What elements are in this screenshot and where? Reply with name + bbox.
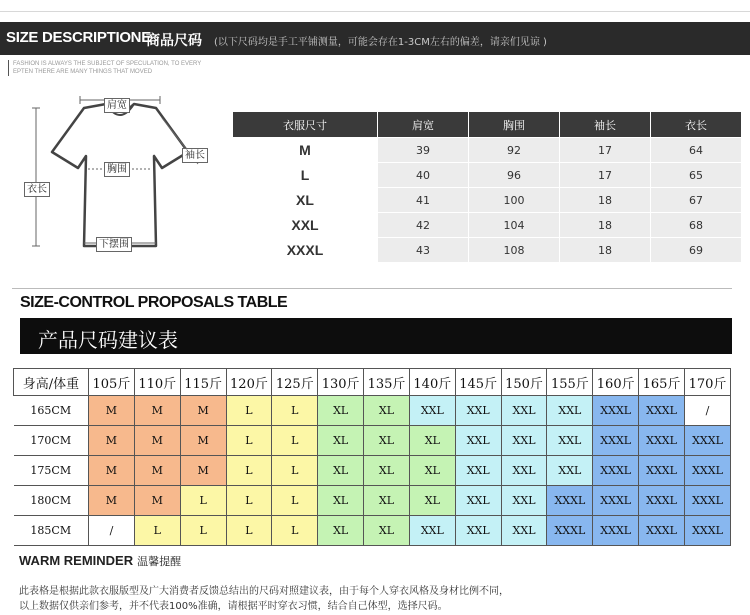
shoulder-label: 肩宽 xyxy=(104,98,130,113)
size-suggestion-cell: / xyxy=(684,396,730,426)
size-suggestion-cell: XXL xyxy=(547,456,593,486)
proposal-corner: 身高/体重 xyxy=(14,369,89,396)
weight-header: 105斤 xyxy=(89,369,135,396)
weight-header: 165斤 xyxy=(639,369,685,396)
size-suggestion-cell: L xyxy=(272,396,318,426)
size-cell: 17 xyxy=(560,163,651,188)
warm-reminder-line-1: 此表格是根据此款衣服版型及广大消费者反馈总结出的尺码对照建议表，由于每个人穿衣风格及身材比例不同， xyxy=(19,586,509,597)
size-suggestion-cell: XXL xyxy=(501,426,547,456)
sleeve-label: 袖长 xyxy=(182,148,208,163)
size-table-header xyxy=(233,112,742,138)
proposal-title-en: SIZE-CONTROL PROPOSALS TABLE xyxy=(20,294,288,311)
weight-header: 110斤 xyxy=(134,369,180,396)
size-cell: 65 xyxy=(651,163,742,188)
warm-reminder-line-2: 以上数据仅供亲们参考，并不代表100%准确，请根据平时穿衣习惯，结合自己体型，选择尺码。 xyxy=(19,601,448,612)
size-suggestion-cell: XXXL xyxy=(639,516,685,546)
size-suggestion-cell: XXXL xyxy=(684,426,730,456)
size-suggestion-cell: L xyxy=(226,396,272,426)
fashion-tagline xyxy=(8,60,243,76)
size-suggestion-cell: XXXL xyxy=(684,486,730,516)
size-cell: L xyxy=(233,163,378,188)
weight-header: 170斤 xyxy=(684,369,730,396)
size-suggestion-cell: XXL xyxy=(455,456,501,486)
size-cell: 92 xyxy=(469,138,560,163)
weight-header: 160斤 xyxy=(593,369,639,396)
size-suggestion-cell: XXXL xyxy=(593,456,639,486)
height-cell: 175CM xyxy=(14,456,89,486)
length-label: 衣长 xyxy=(24,182,50,197)
size-row xyxy=(233,238,742,263)
size-suggestion-cell: XXXL xyxy=(639,456,685,486)
size-cell: 18 xyxy=(560,188,651,213)
size-suggestion-cell: XXXL xyxy=(593,396,639,426)
size-cell: XXL xyxy=(233,213,378,238)
size-suggestion-cell: L xyxy=(226,456,272,486)
weight-header: 135斤 xyxy=(364,369,410,396)
weight-header: 130斤 xyxy=(318,369,364,396)
size-suggestion-cell: XL xyxy=(318,396,364,426)
size-suggestion-cell: L xyxy=(180,516,226,546)
size-header-shoulder: 肩宽 xyxy=(378,112,469,138)
size-row xyxy=(233,138,742,163)
weight-header: 115斤 xyxy=(180,369,226,396)
size-row xyxy=(233,163,742,188)
proposal-row xyxy=(14,486,731,516)
size-suggestion-cell: XXL xyxy=(547,426,593,456)
size-suggestion-cell: XL xyxy=(318,456,364,486)
proposal-title-cn: 产品尺码建议表 xyxy=(38,328,178,352)
size-suggestion-cell: L xyxy=(272,456,318,486)
size-suggestion-cell: L xyxy=(134,516,180,546)
warm-reminder-title xyxy=(19,553,181,569)
size-suggestion-cell: / xyxy=(89,516,135,546)
size-suggestion-cell: M xyxy=(134,486,180,516)
size-suggestion-cell: XXL xyxy=(455,516,501,546)
size-suggestion-cell: M xyxy=(89,426,135,456)
tshirt-diagram xyxy=(22,96,218,258)
size-suggestion-cell: XL xyxy=(364,426,410,456)
size-cell: 17 xyxy=(560,138,651,163)
size-suggestion-cell: M xyxy=(134,426,180,456)
size-suggestion-cell: L xyxy=(180,486,226,516)
size-suggestion-cell: M xyxy=(134,396,180,426)
size-suggestion-cell: XXL xyxy=(455,486,501,516)
size-suggestion-cell: XXXL xyxy=(684,456,730,486)
size-suggestion-cell: XXL xyxy=(501,456,547,486)
size-suggestion-cell: XL xyxy=(364,486,410,516)
size-suggestion-cell: XXXL xyxy=(639,426,685,456)
size-cell: 104 xyxy=(469,213,560,238)
size-proposal-grid xyxy=(13,368,731,546)
size-suggestion-cell: L xyxy=(272,426,318,456)
size-table xyxy=(232,111,742,263)
size-suggestion-cell: XL xyxy=(364,516,410,546)
size-cell: 43 xyxy=(378,238,469,263)
fashion-line-1: FASHION IS ALWAYS THE SUBJECT OF SPECULATION, TO EVERY xyxy=(13,61,202,67)
size-cell: 68 xyxy=(651,213,742,238)
header-title-en: SIZE DESCRIPTIONE xyxy=(6,29,151,46)
size-cell: 39 xyxy=(378,138,469,163)
size-suggestion-cell: L xyxy=(272,486,318,516)
size-row xyxy=(233,213,742,238)
size-suggestion-cell: XXXL xyxy=(547,516,593,546)
size-header-chest: 胸围 xyxy=(469,112,560,138)
warm-reminder-en: WARM REMINDER xyxy=(19,553,134,568)
size-suggestion-cell: L xyxy=(226,426,272,456)
weight-header: 150斤 xyxy=(501,369,547,396)
warm-reminder-text xyxy=(19,584,739,614)
size-suggestion-cell: L xyxy=(272,516,318,546)
size-suggestion-cell: XXXL xyxy=(684,516,730,546)
size-suggestion-cell: L xyxy=(226,486,272,516)
proposal-title-band xyxy=(20,318,732,354)
size-suggestion-cell: XXL xyxy=(501,516,547,546)
size-cell: 41 xyxy=(378,188,469,213)
hem-label: 下摆围 xyxy=(96,237,132,252)
size-cell: 67 xyxy=(651,188,742,213)
size-suggestion-cell: XXL xyxy=(455,426,501,456)
size-cell: 42 xyxy=(378,213,469,238)
size-suggestion-cell: M xyxy=(180,456,226,486)
proposal-row xyxy=(14,456,731,486)
size-suggestion-cell: XXL xyxy=(409,396,455,426)
size-suggestion-cell: XXXL xyxy=(547,486,593,516)
size-cell: 40 xyxy=(378,163,469,188)
size-suggestion-cell: L xyxy=(226,516,272,546)
size-cell: M xyxy=(233,138,378,163)
weight-header: 145斤 xyxy=(455,369,501,396)
size-suggestion-cell: XL xyxy=(409,486,455,516)
size-cell: 69 xyxy=(651,238,742,263)
size-cell: 96 xyxy=(469,163,560,188)
proposal-row xyxy=(14,426,731,456)
size-suggestion-cell: XXXL xyxy=(593,486,639,516)
size-cell: 108 xyxy=(469,238,560,263)
size-cell: 18 xyxy=(560,238,651,263)
weight-header: 125斤 xyxy=(272,369,318,396)
size-suggestion-cell: XXL xyxy=(547,396,593,426)
size-cell: 64 xyxy=(651,138,742,163)
proposal-header-row xyxy=(14,369,731,396)
weight-header: 120斤 xyxy=(226,369,272,396)
height-cell: 170CM xyxy=(14,426,89,456)
proposal-row xyxy=(14,396,731,426)
section-divider xyxy=(12,288,732,289)
size-suggestion-cell: XL xyxy=(364,396,410,426)
size-suggestion-cell: XXXL xyxy=(593,426,639,456)
size-suggestion-cell: XL xyxy=(318,486,364,516)
size-header-length: 衣长 xyxy=(651,112,742,138)
size-suggestion-cell: XL xyxy=(409,426,455,456)
size-row xyxy=(233,188,742,213)
size-suggestion-cell: XL xyxy=(318,426,364,456)
proposal-row xyxy=(14,516,731,546)
size-suggestion-cell: M xyxy=(134,456,180,486)
height-cell: 180CM xyxy=(14,486,89,516)
top-divider xyxy=(0,11,750,12)
header-note: (以下尺码均是手工平铺测量，可能会存在1-3CM左右的偏差，请亲们见谅 ) xyxy=(214,37,547,48)
size-suggestion-cell: XL xyxy=(364,456,410,486)
size-cell: XXXL xyxy=(233,238,378,263)
size-suggestion-cell: XXL xyxy=(501,396,547,426)
size-suggestion-cell: XXL xyxy=(501,486,547,516)
chest-label: 胸围 xyxy=(104,162,130,177)
size-description-header xyxy=(0,22,750,55)
weight-header: 140斤 xyxy=(409,369,455,396)
height-cell: 165CM xyxy=(14,396,89,426)
size-suggestion-cell: XXL xyxy=(409,516,455,546)
header-title-cn: 商品尺码 xyxy=(146,33,202,49)
size-suggestion-cell: XXL xyxy=(455,396,501,426)
size-cell: 100 xyxy=(469,188,560,213)
size-suggestion-cell: XL xyxy=(409,456,455,486)
size-suggestion-cell: M xyxy=(89,486,135,516)
fashion-line-2: EPTEN THERE ARE MANY THINGS THAT MOVED xyxy=(13,69,153,75)
size-suggestion-cell: XXXL xyxy=(639,486,685,516)
size-cell: 18 xyxy=(560,213,651,238)
size-suggestion-cell: M xyxy=(89,396,135,426)
size-header-size: 衣服尺寸 xyxy=(233,112,378,138)
size-suggestion-cell: XXXL xyxy=(639,396,685,426)
size-suggestion-cell: M xyxy=(180,396,226,426)
tshirt-icon xyxy=(22,96,218,258)
warm-reminder-cn: 温馨提醒 xyxy=(137,556,182,568)
size-cell: XL xyxy=(233,188,378,213)
height-cell: 185CM xyxy=(14,516,89,546)
size-suggestion-cell: XXXL xyxy=(593,516,639,546)
weight-header: 155斤 xyxy=(547,369,593,396)
size-header-sleeve: 袖长 xyxy=(560,112,651,138)
size-suggestion-cell: M xyxy=(180,426,226,456)
size-suggestion-cell: M xyxy=(89,456,135,486)
size-suggestion-cell: XL xyxy=(318,516,364,546)
